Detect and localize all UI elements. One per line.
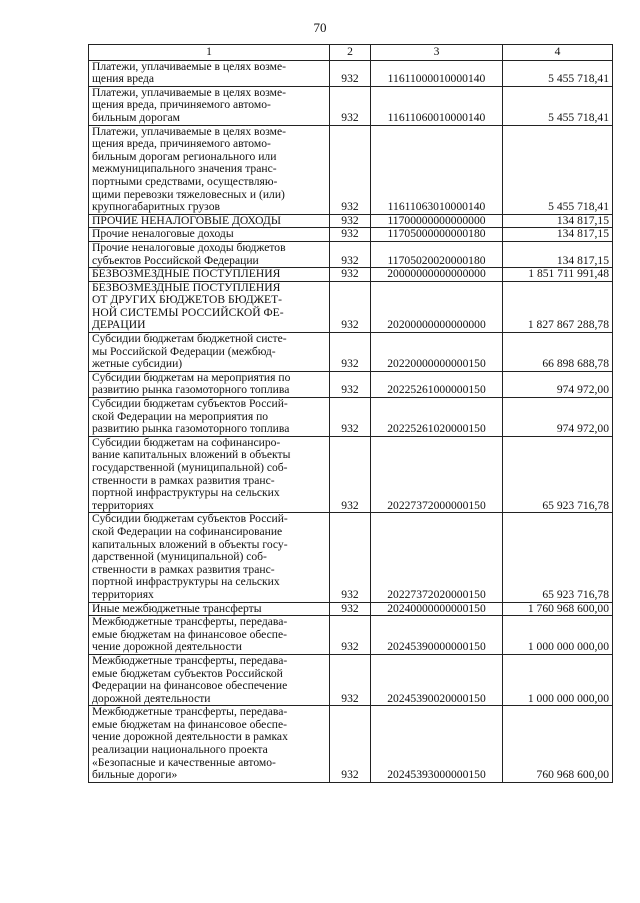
cell-admin-code: 932: [330, 602, 371, 616]
table-row: [89, 654, 613, 705]
cell-sum: 5 455 718,41: [503, 60, 613, 86]
cell-budget-code: 11611060010000140: [371, 86, 503, 125]
cell-name: Межбюджетные трансферты, передава- емые бюджетам на финансовое обеспе- чение дорожной деятельности: [89, 616, 330, 655]
cell-name: Платежи, уплачиваемые в целях возме- щения вреда, причиняемого автомо- бильным дорогам: [89, 86, 330, 125]
cell-sum: 134 817,15: [503, 228, 613, 242]
cell-budget-code: 20225261000000150: [371, 371, 503, 397]
table-row: [89, 241, 613, 267]
cell-budget-code: 11705020020000180: [371, 241, 503, 267]
cell-name: Межбюджетные трансферты, передава- емые бюджетам субъектов Российской Федерации на финансовое обеспечение дорожной деятельности: [89, 654, 330, 705]
cell-budget-code: 20000000000000000: [371, 268, 503, 282]
page-number: 70: [313, 20, 327, 35]
column-header-sum: 4: [503, 45, 613, 61]
cell-sum: 1 851 711 991,48: [503, 268, 613, 282]
cell-sum: 760 968 600,00: [503, 706, 613, 783]
cell-sum: 974 972,00: [503, 371, 613, 397]
cell-admin-code: 932: [330, 228, 371, 242]
cell-sum: 66 898 688,78: [503, 333, 613, 372]
cell-budget-code: 11611063010000140: [371, 125, 503, 214]
cell-budget-code: 11611000010000140: [371, 60, 503, 86]
cell-name: Платежи, уплачиваемые в целях возме- щения вреда: [89, 60, 330, 86]
cell-name: Прочие неналоговые доходы бюджетов субъектов Российской Федерации: [89, 241, 330, 267]
cell-admin-code: 932: [330, 371, 371, 397]
cell-sum: 974 972,00: [503, 398, 613, 437]
table-row: [89, 436, 613, 513]
table-row: [89, 602, 613, 616]
cell-sum: 1 000 000 000,00: [503, 654, 613, 705]
cell-budget-code: 11705000000000180: [371, 228, 503, 242]
cell-admin-code: 932: [330, 60, 371, 86]
cell-name: Субсидии бюджетам бюджетной систе- мы Российской Федерации (межбюд- жетные субсидии): [89, 333, 330, 372]
cell-admin-code: 932: [330, 214, 371, 228]
table-row: [89, 371, 613, 397]
cell-budget-code: 11700000000000000: [371, 214, 503, 228]
cell-name: Субсидии бюджетам на софинансиро- вание капитальных вложений в объекты государственной (муниципальной) соб- ственности в рамках развития транс- портной инфраструктуры на сельских территориях: [89, 436, 330, 513]
cell-budget-code: 20245390020000150: [371, 654, 503, 705]
column-header-name: 1: [89, 45, 330, 61]
table-row: [89, 214, 613, 228]
cell-admin-code: 932: [330, 654, 371, 705]
cell-sum: 5 455 718,41: [503, 86, 613, 125]
table-row: [89, 616, 613, 655]
cell-sum: 134 817,15: [503, 241, 613, 267]
cell-name: Иные межбюджетные трансферты: [89, 602, 330, 616]
cell-name: БЕЗВОЗМЕЗДНЫЕ ПОСТУПЛЕНИЯ ОТ ДРУГИХ БЮДЖЕТОВ БЮДЖЕТ- НОЙ СИСТЕМЫ РОССИЙСКОЙ ФЕ- ДЕРАЦИИ: [89, 281, 330, 332]
cell-admin-code: 932: [330, 436, 371, 513]
table-row: [89, 268, 613, 282]
cell-name: Межбюджетные трансферты, передава- емые бюджетам на финансовое обеспе- чение дорожной деятельности в рамках реализации национального проекта «Безопасные и качественные автомо- бильные дороги»: [89, 706, 330, 783]
cell-budget-code: 20220000000000150: [371, 333, 503, 372]
table-row: [89, 398, 613, 437]
table-row: [89, 228, 613, 242]
cell-name: Субсидии бюджетам на мероприятия по развитию рынка газомоторного топлива: [89, 371, 330, 397]
cell-sum: 65 923 716,78: [503, 436, 613, 513]
cell-sum: 134 817,15: [503, 214, 613, 228]
table-row: [89, 281, 613, 332]
cell-budget-code: 20225261020000150: [371, 398, 503, 437]
table-row: [89, 513, 613, 602]
cell-sum: 1 000 000 000,00: [503, 616, 613, 655]
table-row: [89, 125, 613, 214]
cell-name: Платежи, уплачиваемые в целях возме- щения вреда, причиняемого автомо- бильным дорогам регионального или межмуниципального значения транс- портными средствами, осуществляю- щими перевозки тяжеловесных и (или) крупногабаритных грузов: [89, 125, 330, 214]
cell-admin-code: 932: [330, 513, 371, 602]
cell-name: БЕЗВОЗМЕЗДНЫЕ ПОСТУПЛЕНИЯ: [89, 268, 330, 282]
cell-admin-code: 932: [330, 125, 371, 214]
cell-name: Субсидии бюджетам субъектов Россий- ской Федерации на мероприятия по развитию рынка газомоторного топлива: [89, 398, 330, 437]
cell-budget-code: 20240000000000150: [371, 602, 503, 616]
table-row: [89, 60, 613, 86]
cell-admin-code: 932: [330, 86, 371, 125]
cell-budget-code: 20227372000000150: [371, 436, 503, 513]
cell-budget-code: 20227372020000150: [371, 513, 503, 602]
table-row: [89, 86, 613, 125]
cell-admin-code: 932: [330, 706, 371, 783]
cell-admin-code: 932: [330, 241, 371, 267]
cell-admin-code: 932: [330, 616, 371, 655]
table-row: [89, 706, 613, 783]
cell-admin-code: 932: [330, 268, 371, 282]
cell-budget-code: 20200000000000000: [371, 281, 503, 332]
table-header-row: [89, 45, 613, 61]
cell-name: Субсидии бюджетам субъектов Россий- ской Федерации на софинансирование капитальных вложений в объекты госу- дарственной (муниципальной) соб- ственности в рамках развития транс- портной инфраструктуры на сельских территориях: [89, 513, 330, 602]
table-row: [89, 333, 613, 372]
cell-admin-code: 932: [330, 281, 371, 332]
cell-sum: 5 455 718,41: [503, 125, 613, 214]
column-header-admin: 2: [330, 45, 371, 61]
budget-revenue-table: [88, 44, 613, 783]
table-body: [89, 60, 613, 782]
cell-sum: 65 923 716,78: [503, 513, 613, 602]
cell-name: Прочие неналоговые доходы: [89, 228, 330, 242]
cell-admin-code: 932: [330, 333, 371, 372]
cell-budget-code: 20245393000000150: [371, 706, 503, 783]
column-header-code: 3: [371, 45, 503, 61]
cell-admin-code: 932: [330, 398, 371, 437]
cell-sum: 1 760 968 600,00: [503, 602, 613, 616]
cell-budget-code: 20245390000000150: [371, 616, 503, 655]
cell-sum: 1 827 867 288,78: [503, 281, 613, 332]
cell-name: ПРОЧИЕ НЕНАЛОГОВЫЕ ДОХОДЫ: [89, 214, 330, 228]
